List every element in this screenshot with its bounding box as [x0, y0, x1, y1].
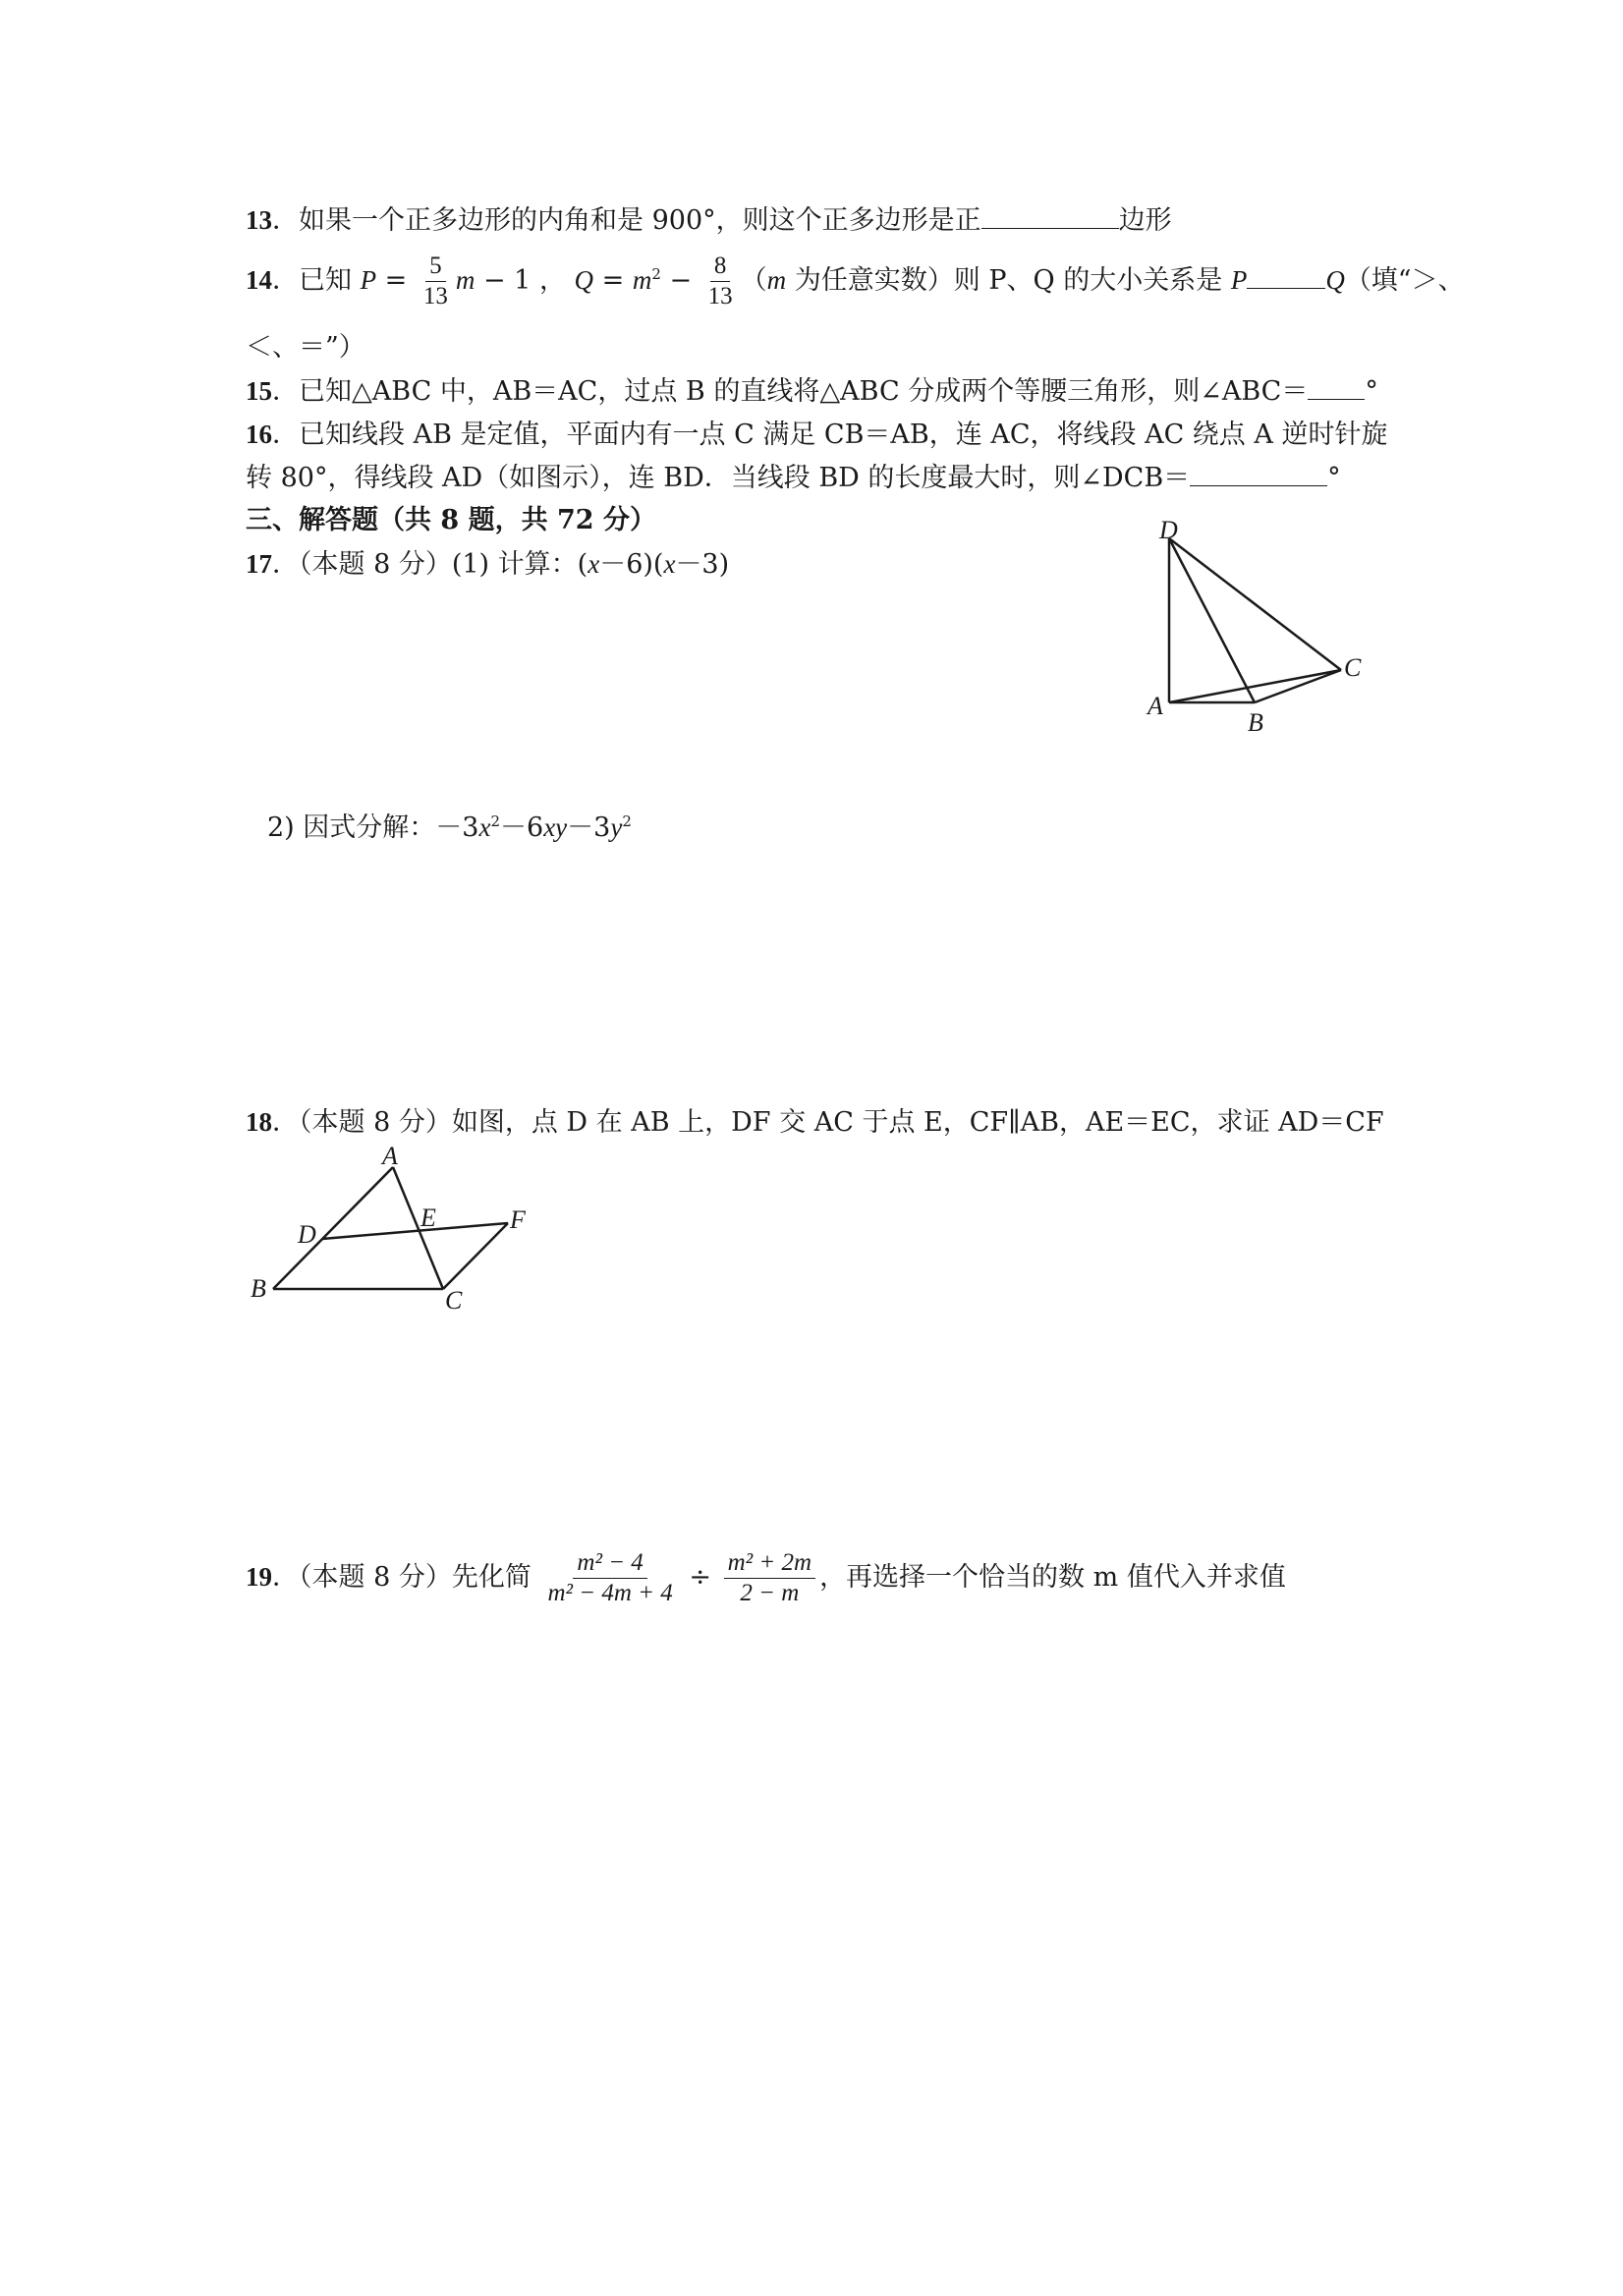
question-text: ．如果一个正多边形的内角和是 900°，则这个正多边形是正 — [272, 205, 981, 236]
minus: − — [660, 265, 700, 296]
equals: = — [376, 265, 416, 296]
var-p: P — [360, 265, 377, 295]
question-text: ．已知△ABC 中，AB＝AC，过点 B 的直线将△ABC 分成两个等腰三角形，则∠ABC＝ — [272, 376, 1309, 407]
question-number: 18 — [246, 1107, 272, 1137]
question-number: 19 — [246, 1562, 272, 1592]
question-text: －6 — [500, 812, 544, 843]
answer-blank[interactable] — [981, 202, 1119, 229]
equals: = — [593, 265, 633, 296]
denominator: 13 — [707, 283, 733, 309]
question-number: 14 — [246, 265, 272, 295]
label-b: B — [251, 1274, 266, 1303]
fraction-8-13 — [704, 252, 737, 311]
question-text: ．（本题 8 分）(1) 计算：( — [272, 549, 588, 580]
var-x: x — [588, 549, 600, 579]
numerator: 8 — [710, 252, 731, 282]
degree-sign: ° — [1365, 376, 1378, 407]
var-m: m — [766, 265, 787, 295]
question-text: （填“＞、 — [1344, 265, 1465, 296]
answer-blank[interactable] — [1190, 460, 1327, 486]
segment-df — [322, 1223, 508, 1239]
divide-sign: ÷ — [680, 1562, 720, 1593]
label-f: F — [510, 1205, 526, 1234]
var-p: P — [1230, 265, 1248, 295]
question-text: ，再选择一个恰当的数 m 值代入并求值 — [819, 1562, 1286, 1593]
question-text: ．（本题 8 分）先化简 — [272, 1562, 540, 1593]
question-number: 15 — [246, 376, 272, 406]
fraction-2 — [724, 1548, 815, 1608]
segment-ac — [1169, 670, 1341, 702]
question-number: 13 — [246, 205, 272, 235]
degree-sign: ° — [1327, 463, 1341, 493]
question-13 — [246, 202, 1172, 239]
question-18 — [246, 1104, 1384, 1141]
label-a: A — [382, 1142, 398, 1170]
numerator: m² + 2m — [724, 1548, 815, 1579]
fraction-1 — [543, 1548, 676, 1608]
question-text: －3 — [567, 812, 611, 843]
label-b: B — [1248, 708, 1263, 737]
question-text: 为任意实数）则 P、Q 的大小关系是 — [786, 265, 1231, 296]
question-16 — [246, 417, 1387, 453]
exponent: 2 — [651, 265, 661, 283]
question-text-after: 边形 — [1118, 205, 1172, 236]
numerator: m² − 4 — [573, 1548, 646, 1579]
label-c: C — [445, 1286, 463, 1315]
exponent: 2 — [622, 812, 632, 830]
question-number: 17 — [246, 549, 272, 579]
var-m: m — [455, 265, 476, 295]
label-c: C — [1344, 653, 1362, 682]
question-text: ．（本题 8 分）如图，点 D 在 AB 上，DF 交 AC 于点 E，CF∥AB，AE＝EC，求证 AD＝CF — [272, 1107, 1384, 1138]
label-d: D — [1159, 516, 1178, 544]
segment-bc — [1255, 670, 1341, 702]
figure-16 — [1130, 516, 1385, 747]
label-e: E — [420, 1204, 436, 1232]
question-text: ＜、＝”） — [246, 332, 365, 363]
var-q: Q — [574, 265, 594, 295]
var-q: Q — [1325, 265, 1345, 295]
denominator: 13 — [422, 283, 448, 309]
denominator: 2 − m — [740, 1580, 800, 1606]
question-text: 转 80°，得线段 AD（如图示），连 BD．当线段 BD 的长度最大时，则∠DCB＝ — [246, 463, 1191, 493]
segment-cf — [443, 1223, 508, 1289]
segment-db — [1169, 538, 1255, 702]
exponent: 2 — [490, 812, 501, 830]
fraction-5-13 — [420, 252, 452, 311]
answer-blank[interactable] — [1247, 262, 1325, 289]
question-14 — [246, 252, 1465, 311]
answer-blank[interactable] — [1308, 373, 1365, 400]
segment-dc — [1169, 538, 1341, 670]
question-15 — [246, 373, 1378, 410]
question-17 — [246, 546, 729, 583]
question-17-part-2 — [267, 804, 632, 846]
question-number: 16 — [246, 420, 272, 449]
segment-ab — [273, 1167, 393, 1289]
question-text: ．已知线段 AB 是定值，平面内有一点 C 满足 CB＝AB，连 AC，将线段 AC 绕点 A 逆时针旋 — [272, 420, 1388, 450]
var-m: m — [632, 265, 652, 295]
question-text: －3) — [675, 549, 730, 580]
paren-open: （ — [740, 265, 767, 296]
label-d: D — [298, 1220, 316, 1249]
var-y: y — [610, 812, 623, 842]
var-xy: xy — [543, 812, 568, 842]
numerator: 5 — [425, 252, 446, 282]
minus-one: − 1 ， — [475, 265, 575, 296]
question-text: ．已知 — [272, 265, 361, 296]
denominator: m² − 4m + 4 — [547, 1580, 673, 1606]
label-a: A — [1147, 692, 1163, 720]
question-text: 2) 因式分解：－3 — [267, 812, 479, 843]
figure-18 — [241, 1140, 555, 1321]
question-16-line-2 — [246, 460, 1341, 496]
question-14-line-2 — [246, 330, 365, 365]
question-19 — [246, 1548, 1286, 1608]
var-x: x — [478, 812, 491, 842]
question-text: －6)( — [599, 549, 664, 580]
var-x: x — [663, 549, 676, 579]
section-heading: 三、解答题（共 8 题，共 72 分） — [246, 505, 656, 535]
